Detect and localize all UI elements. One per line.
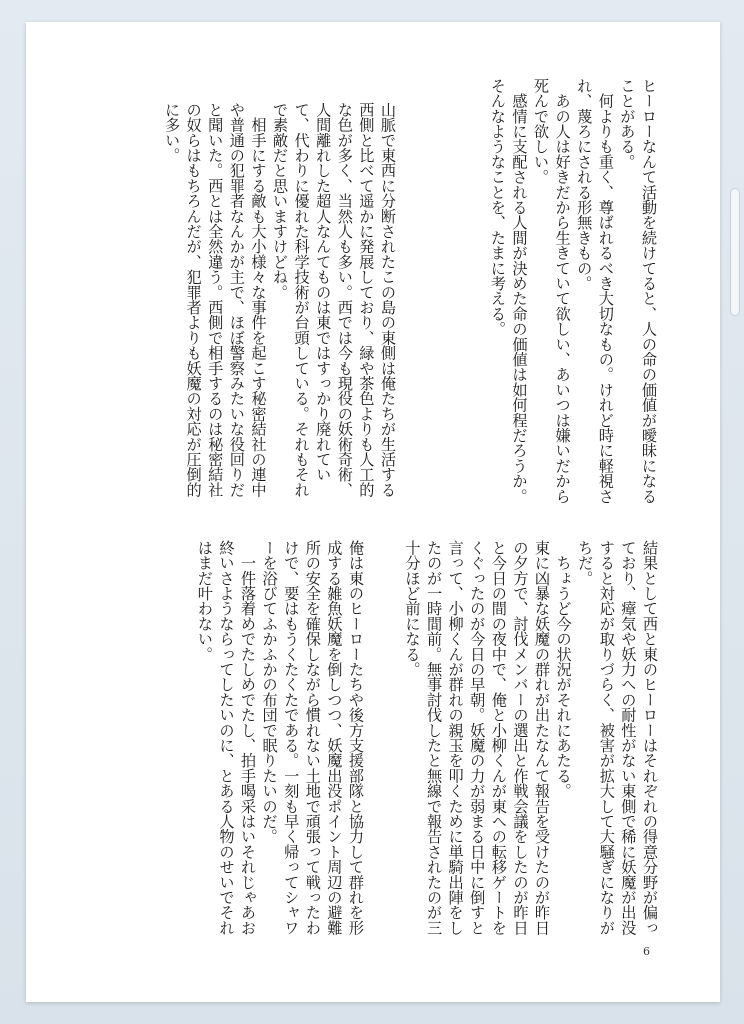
- page-number: 6: [643, 945, 650, 958]
- text-column-lower-right: [388, 540, 660, 950]
- paragraph: 山脈で東西に分断されたこの島の東側は俺たちが生活する西側と比べて遥かに発展しており、緑や茶色よりも人工的な色が多く、当然人も多い。西では今も現役の妖術奇術、人間離れした超人なんてものは東ではすっかり廃れていて、代わりに優れた科学技術が台頭している。それもそれで素敵だと思いますけどね。: [271, 102, 397, 498]
- paragraph: ヒーローなんて活動を続けてると、人の命の価値が曖昧になることがある。: [618, 78, 658, 504]
- paragraph: 感情に支配される人間が決めた命の価値は如何程だろうか。そんなようなことを、たまに考える。: [488, 78, 529, 504]
- text-column-upper-right: [421, 78, 659, 508]
- paragraph: 相手にする敵も大小様々な事件を起こす秘密結社の連中や普通の犯罪者なんかが主で、ほぼ警察みたいな役回りだと聞いた。西とは全然違う。西側で相手するのは秘密結社の奴らはもちろんだが、犯罪者よりも妖魔の対応が圧倒的に多い。: [163, 102, 268, 498]
- document-page: [26, 22, 720, 1002]
- text-column-lower-left: [166, 540, 366, 950]
- scrollbar-thumb[interactable]: [730, 188, 740, 316]
- paragraph: 一件落着めでたしめでたし、拍手喝采はいそれじゃあお終いさようならってしたいのに、とある人物のせいでそれはまだ叶わない。: [195, 540, 258, 936]
- text-column-upper-left: [138, 102, 398, 512]
- paragraph: ちょうど今の状況がそれにあたる。: [554, 540, 573, 799]
- paragraph: 俺は東のヒーローたちや後方支援部隊と協力して群れを形成する雑魚妖魔を倒しつつ、妖魔出没ポイント周辺の避難所の安全を確保しながら慣れない土地で頑張って戦ったわけで、要はもうくたくたである。一刻も早く帰ってシャワーを浴びてふかふかの布団で眠りたいのだ。: [260, 540, 365, 936]
- paragraph: 何よりも重く、尊ばれるべき大切なもの。けれど時に軽視され、蔑ろにされる形無きもの。: [575, 78, 615, 504]
- paragraph: あの人は好きだから生きていて欲しい、あいつは嫌いだから死んで欲しい。: [532, 78, 572, 504]
- paragraph: 結果として西と東のヒーローはそれぞれの得意分野が偏っており、瘴気や妖力への耐性がない東側で稀に妖魔が出没すると対応が取りづらく、被害が拡大して大騒ぎになりがちだ。: [576, 540, 659, 936]
- paragraph: 東に凶暴な妖魔の群れが出たなんて報告を受けたのが昨日の夕方で、討伐メンバーの選出と作戦会議をしたのが昨日と今日の間の夜中で、俺と小柳くんが東への転移ゲートをくぐったのが今日の早朝。妖魔の力が弱まる日中に倒すと言って、小柳くんが群れの親玉を叩くために単騎出陣をしたのが一時間前。無事討伐したと無線で報告されたのが三十分ほど前になる。: [403, 540, 552, 936]
